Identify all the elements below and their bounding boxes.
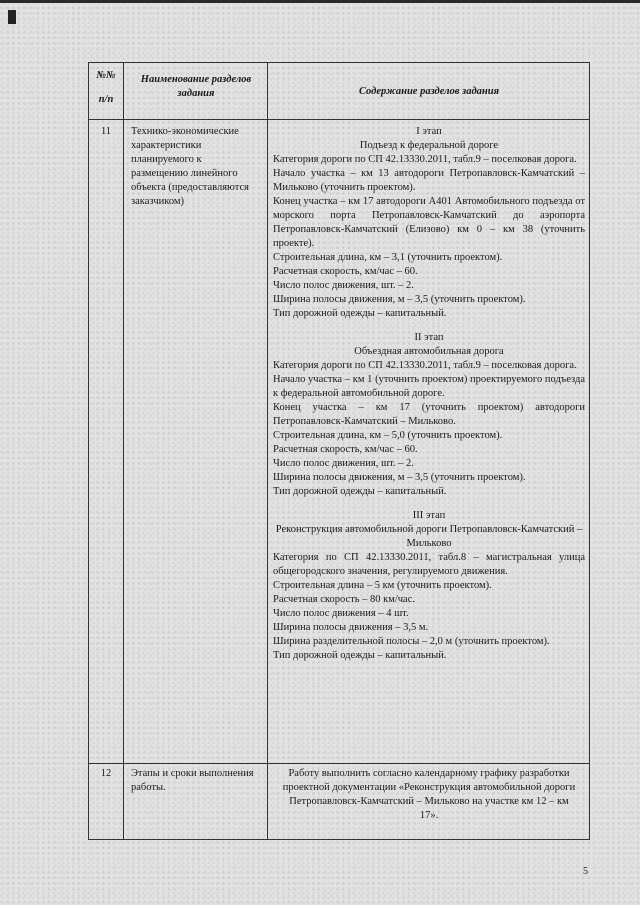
stage-2-label: II этап bbox=[414, 332, 444, 343]
scan-edge bbox=[0, 0, 640, 3]
col-divider-2 bbox=[267, 63, 268, 839]
row-11-name: Технико-экономические характеристики планируемого к размещению линейного объекта (предоставляются заказчиком) bbox=[131, 126, 249, 207]
stage-2-title: Объездная автомобильная дорога bbox=[354, 346, 504, 357]
header-col-name: Наименование разделов задания bbox=[140, 74, 252, 99]
stage-3-line: Строительная длина – 5 км (уточнить проектом). bbox=[273, 580, 492, 591]
stage-3-title: Реконструкция автомобильной дороги Петропавловск-Камчатский – Мильково bbox=[275, 524, 583, 549]
header-number-label: п/п bbox=[98, 94, 114, 105]
stage-1 bbox=[273, 125, 585, 321]
row-11-number: 11 bbox=[100, 126, 112, 137]
stage-2-line: Начало участка – км 1 (уточнить проектом) проектируемого подъезда к федеральной автомобильной дороге. bbox=[273, 374, 585, 399]
header-number-symbol: №№ bbox=[96, 70, 116, 81]
stage-1-line: Конец участка – км 17 автодороги А401 Автомобильного подъезда от морского порта Петропавловск-Камчатский до аэропорта Петропавловск-Камчатский (Елизово) км 0 – км 38 (уточнить проекте). bbox=[273, 196, 585, 249]
page-number: 5 bbox=[583, 866, 588, 877]
stage-1-line: Расчетная скорость, км/час – 60. bbox=[273, 266, 418, 277]
header-divider bbox=[89, 119, 589, 120]
stage-2 bbox=[273, 331, 585, 499]
stage-1-line: Начало участка – км 13 автодороги Петропавловск-Камчатский – Мильково (уточнить проектом). bbox=[273, 168, 585, 193]
row-12-number: 12 bbox=[100, 768, 112, 779]
stage-2-line: Расчетная скорость, км/час – 60. bbox=[273, 444, 418, 455]
stage-1-line: Строительная длина, км – 3,1 (уточнить проектом). bbox=[273, 252, 503, 263]
stage-3-line: Категория по СП 42.13330.2011, табл.8 – магистральная улица общегородского значения, регулируемого движения. bbox=[273, 552, 585, 577]
stage-2-line: Конец участка – км 17 (уточнить проектом) автодороги Петропавловск-Камчатский – Мильково. bbox=[273, 402, 585, 427]
stage-3-line: Ширина разделительной полосы – 2,0 м (уточнить проектом). bbox=[273, 636, 550, 647]
stage-3-line: Тип дорожной одежды – капитальный. bbox=[273, 650, 447, 661]
stage-3-line: Расчетная скорость – 80 км/час. bbox=[273, 594, 416, 605]
stage-1-line: Категория дороги по СП 42.13330.2011, табл.9 – поселковая дорога. bbox=[273, 154, 577, 165]
row-12-name: Этапы и сроки выполнения работы. bbox=[131, 768, 254, 793]
task-table bbox=[88, 62, 590, 840]
stage-1-line: Ширина полосы движения, м – 3,5 (уточнить проектом). bbox=[273, 294, 526, 305]
stage-3-line: Число полос движения – 4 шт. bbox=[273, 608, 409, 619]
scan-mark bbox=[8, 10, 16, 24]
stage-2-line: Ширина полосы движения, м – 3,5 (уточнить проектом). bbox=[273, 472, 526, 483]
stage-3 bbox=[273, 509, 585, 663]
stage-1-label: I этап bbox=[416, 126, 442, 137]
stage-1-line: Число полос движения, шт. – 2. bbox=[273, 280, 414, 291]
stage-3-line: Ширина полосы движения – 3,5 м. bbox=[273, 622, 429, 633]
header-col-content: Содержание разделов задания bbox=[358, 86, 499, 97]
stage-2-line: Тип дорожной одежды – капитальный. bbox=[273, 486, 447, 497]
row-divider bbox=[89, 763, 589, 764]
stage-1-line: Тип дорожной одежды – капитальный. bbox=[273, 308, 447, 319]
stage-1-title: Подъезд к федеральной дороге bbox=[359, 140, 499, 151]
stage-2-line: Категория дороги по СП 42.13330.2011, табл.9 – поселковая дорога. bbox=[273, 360, 577, 371]
row-11-content bbox=[273, 125, 585, 673]
row-12-content: Работу выполнить согласно календарному графику разработки проектной документации «Реконструкция автомобильной дороги Петропавловск-Камчатский – Мильково на участке км 12 – км 17». bbox=[282, 768, 576, 821]
stage-2-line: Строительная длина, км – 5,0 (уточнить проектом). bbox=[273, 430, 503, 441]
stage-2-line: Число полос движения, шт. – 2. bbox=[273, 458, 414, 469]
col-divider-1 bbox=[123, 63, 124, 839]
header-col-number bbox=[91, 69, 121, 107]
stage-3-label: III этап bbox=[412, 510, 446, 521]
